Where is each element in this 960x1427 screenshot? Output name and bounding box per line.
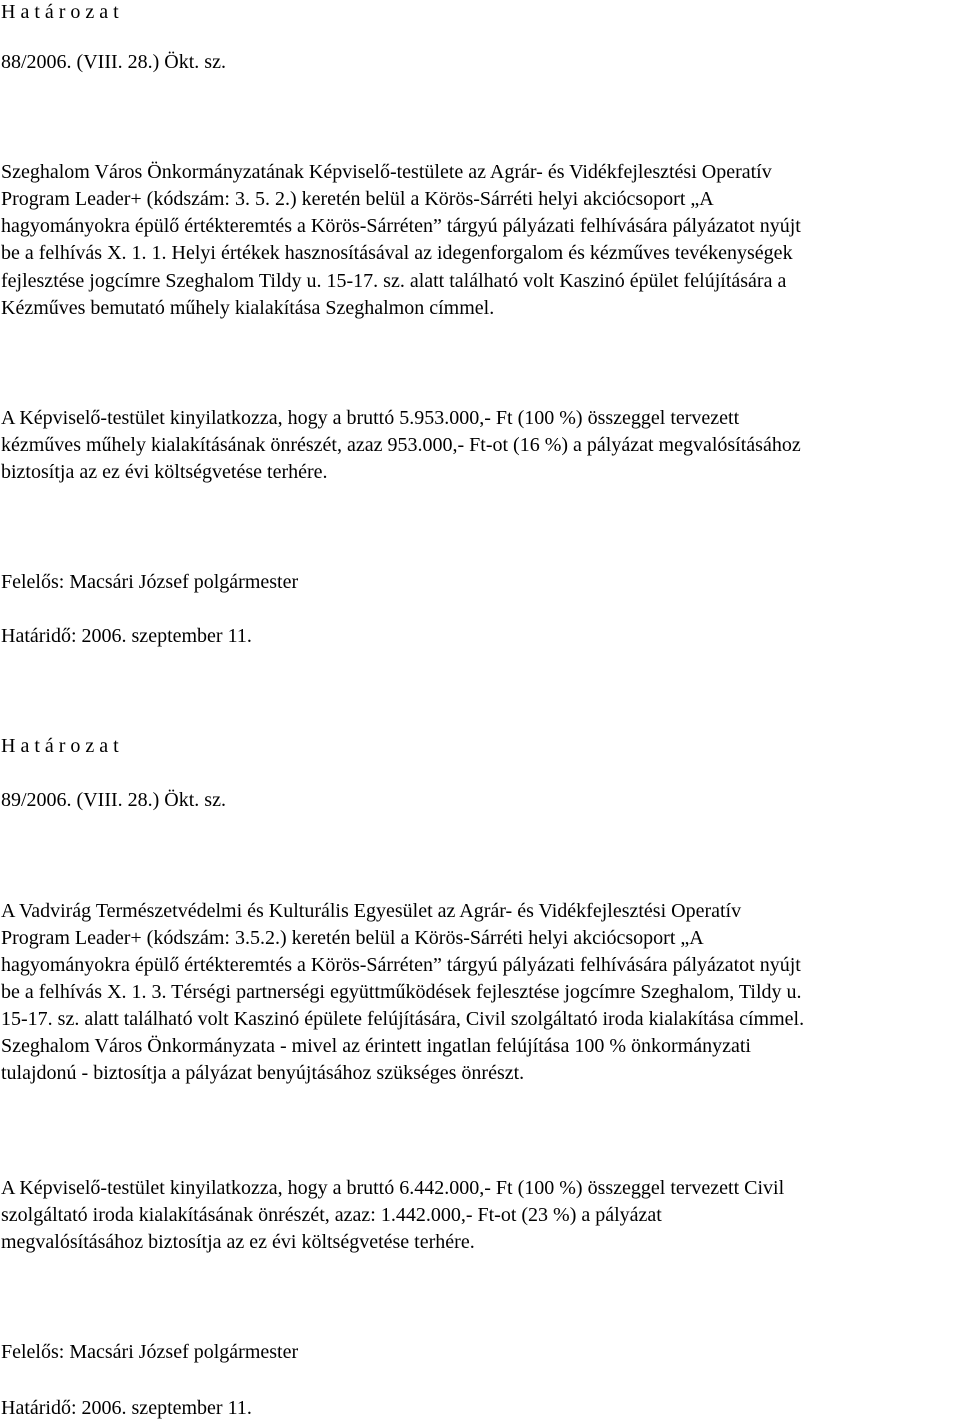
body-line: Program Leader+ (kódszám: 3.5.2.) keretén belül a Körös-Sárréti helyi akciócsoport „A [1,927,704,949]
body-line: 15-17. sz. alatt található volt Kaszinó épülete felújítására, Civil szolgáltató iroda kialakítása címmel. [1,1008,805,1030]
declaration-line: A Képviselő-testület kinyilatkozza, hogy a bruttó 5.953.000,- Ft (100 %) összeggel tervezett [1,407,740,429]
declaration-line: A Képviselő-testület kinyilatkozza, hogy a bruttó 6.442.000,- Ft (100 %) összeggel tervezett Civil [1,1177,785,1199]
deadline: Határidő: 2006. szeptember 11. [1,625,252,647]
body-line: be a felhívás X. 1. 3. Térségi partnerségi együttműködések fejlesztése jogcímre Szeghalom, Tildy u. [1,981,802,1003]
body-line: hagyományokra épülő értékteremtés a Körös-Sárréten” tárgyú pályázati felhívására pályázatot nyújt [1,954,801,976]
resolution-number: 88/2006. (VIII. 28.) Ökt. sz. [1,51,226,73]
resolution-number: 89/2006. (VIII. 28.) Ökt. sz. [1,789,226,811]
body-line: Szeghalom Város Önkormányzata - mivel az érintett ingatlan felújítása 100 % önkormányzati [1,1035,751,1057]
responsible-person: Felelős: Macsári József polgármester [1,1341,299,1363]
body-line: tulajdonú - biztosítja a pályázat benyújtásához szükséges önrészt. [1,1062,525,1084]
body-line: Szeghalom Város Önkormányzatának Képviselő-testülete az Agrár- és Vidékfejlesztési Operatív [1,161,772,183]
body-line: be a felhívás X. 1. 1. Helyi értékek hasznosításával az idegenforgalom és kézműves tevékenységek [1,242,793,264]
body-line: Program Leader+ (kódszám: 3. 5. 2.) keretén belül a Körös-Sárréti helyi akciócsoport „A [1,188,714,210]
body-line: hagyományokra épülő értékteremtés a Körös-Sárréten” tárgyú pályázati felhívására pályázatot nyújt [1,215,801,237]
deadline: Határidő: 2006. szeptember 11. [1,1397,252,1419]
declaration-line: megvalósításához biztosítja az ez évi költségvetése terhére. [1,1231,475,1253]
declaration-line: szolgáltató iroda kialakításának önrészét, azaz: 1.442.000,- Ft-ot (23 %) a pályázat [1,1204,662,1226]
body-line: Kézműves bemutató műhely kialakítása Szeghalmon címmel. [1,297,495,319]
body-line: A Vadvirág Természetvédelmi és Kulturális Egyesület az Agrár- és Vidékfejlesztési Operatív [1,900,742,922]
declaration-line: kézműves műhely kialakításának önrészét, azaz 953.000,- Ft-ot (16 %) a pályázat megvalósításához [1,434,801,456]
resolution-heading: H a t á r o z a t [1,735,119,757]
body-line: fejlesztése jogcímre Szeghalom Tildy u. 15-17. sz. alatt található volt Kaszinó épület felújítására a [1,270,787,292]
resolution-heading: H a t á r o z a t [1,1,119,23]
declaration-line: biztosítja az ez évi költségvetése terhére. [1,461,328,483]
responsible-person: Felelős: Macsári József polgármester [1,571,299,593]
